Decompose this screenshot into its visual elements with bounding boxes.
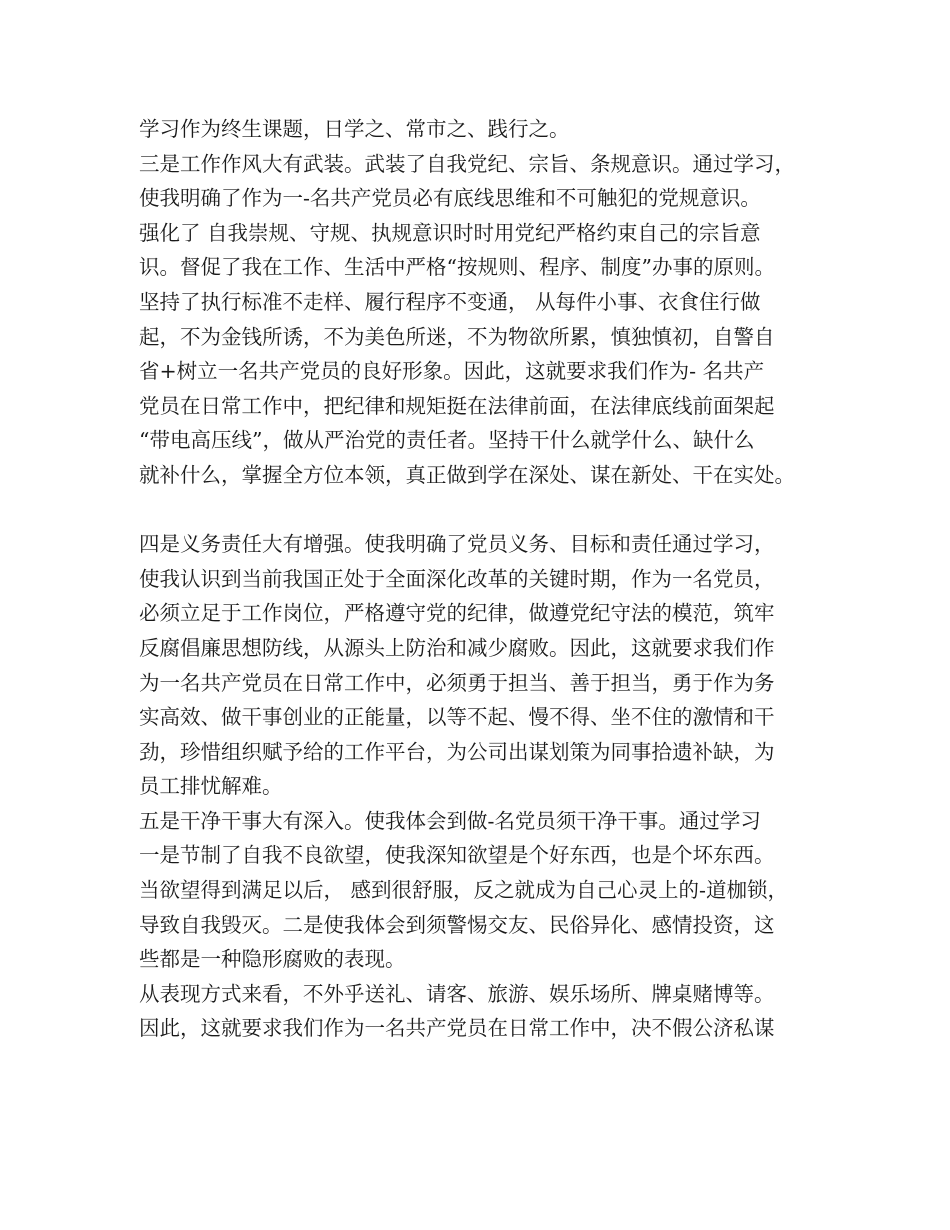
text-line: 三是工作作风大有武装。武装了自我党纪、宗旨、条规意识。通过学习， (139, 151, 795, 176)
text-line: 为一名共产党员在日常工作中，必须勇于担当、善于担当，勇于作为务 (139, 670, 775, 695)
text-line: 导致自我毁灭。二是使我体会到须警惕交友、民俗异化、感情投资，这 (139, 912, 775, 937)
body-text (139, 112, 839, 1046)
paragraph-gap (139, 493, 839, 528)
text-line: 实高效、做干事创业的正能量，以等不起、慢不得、坐不住的激情和干 (139, 705, 775, 730)
text-line: 学习作为终生课题，日学之、常市之、践行之。 (139, 117, 570, 141)
text-line: 使我认识到当前我国正处于全面深化改革的关键时期，作为一名党员， (139, 566, 775, 591)
text-line: 坚持了执行标准不走样、履行程序不变通， 从每件小事、衣食住行做 (139, 289, 761, 314)
text-line: 反腐倡廉思想防线，从源头上防治和减少腐败。因此，这就要求我们作 (139, 635, 775, 660)
text-line: 省+树立一名共产党员的良好形象。因此，这就要求我们作为- 名共产 (139, 359, 765, 384)
text-line: 就补什么，掌握全方位本领，真正做到学在深处、谋在新处、干在实处。 (139, 462, 795, 487)
text-line: 党员在日常工作中，把纪律和规矩挺在法律前面，在法律底线前面架起 (139, 393, 775, 418)
text-line: 一是节制了自我不良欲望，使我深知欲望是个好东西，也是个坏东西。 (139, 843, 775, 868)
text-line: 因此，这就要求我们作为一名共产党员在日常工作中，决不假公济私谋 (139, 1016, 775, 1041)
text-line: 起，不为金钱所诱，不为美色所迷，不为物欲所累，慎独慎初，自警自 (139, 324, 775, 349)
text-line: 劲，珍惜组织赋予给的工作平台，为公司出谋划策为同事拾遗补缺，为 (139, 739, 775, 764)
text-line: 四是义务责任大有增强。使我明确了党员义务、目标和责任通过学习， (139, 532, 775, 557)
text-line: 当欲望得到满足以后， 感到很舒服，反之就成为自己心灵上的-道枷锁， (139, 878, 788, 903)
text-line: 必须立足于工作岗位，严格遵守党的纪律，做遵党纪守法的模范，筑牢 (139, 601, 775, 626)
text-line: 五是干净干事大有深入。使我体会到做-名党员须干净干事。通过学习 (139, 808, 761, 833)
text-line: 些都是一种隐形腐败的表现。 (139, 947, 406, 972)
text-line: 员工排忧解难。 (139, 774, 283, 799)
text-line: 识。督促了我在工作、生活中严格“按规则、程序、制度”办事的原则。 (139, 255, 775, 280)
text-line: “带电高压线”，做从严治党的责任者。坚持干什么就学什么、缺什么 (139, 428, 755, 453)
text-line: 强化了 自我崇规、守规、执规意识时时用党纪严格约束自己的宗旨意 (139, 220, 761, 245)
text-line: 使我明确了作为一-名共产党员必有底线思维和不可触犯的党规意识。 (139, 186, 761, 211)
text-line: 从表现方式来看，不外乎送礼、请客、旅游、娱乐场所、牌桌赌博等。 (139, 981, 775, 1006)
